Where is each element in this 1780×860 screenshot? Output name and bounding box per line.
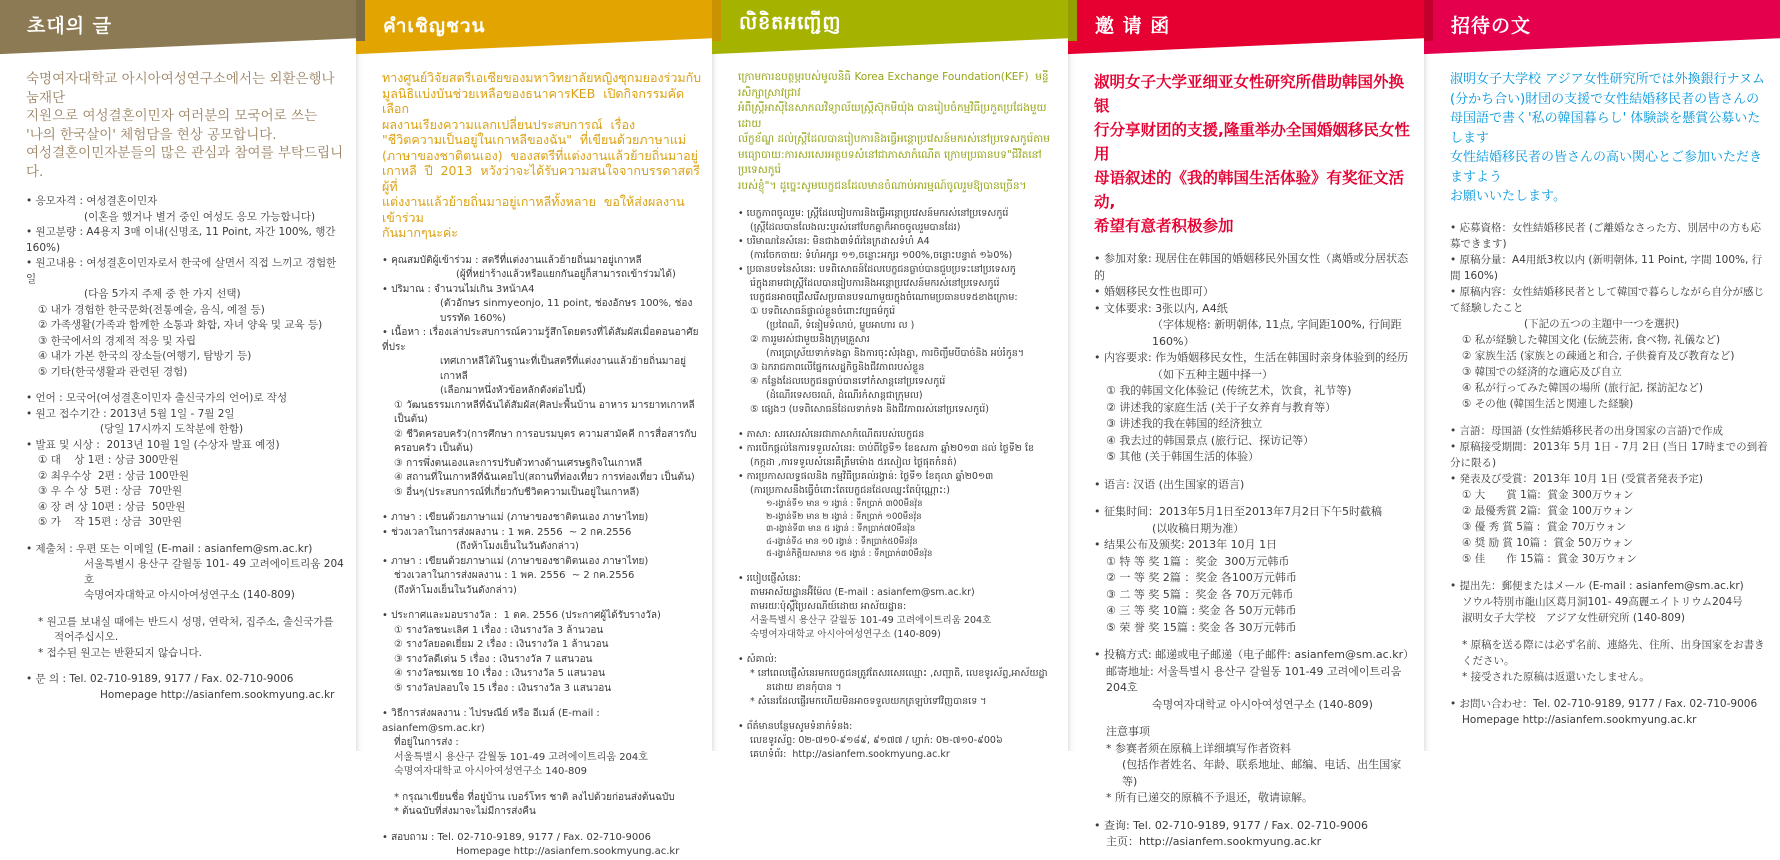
- text-line: • 原稿内容：女性結婚移民者として韓国で暮らしながら自分が感じて経験したこと: [1450, 285, 1765, 314]
- text-line: ⑤ ផ្សេងៗ (បទពិសោធន៍ដែលទាក់ទង និងជីវភាពរស់នៅប្រទេសកូរ៉េ): [750, 404, 989, 415]
- panel-thai: [356, 0, 712, 857]
- text-line: • คุณสมบัติผู้เข้าร่วม : สตรีที่แต่งงานแล้วย้ายถิ่นมาอยู่เกาหลี: [382, 254, 642, 266]
- text-line: (ការប្រកាសនឹងធ្វើចំពោះតែបេក្ខជនដែលឈ្នះតែប៉ុណ្ណោះ:): [750, 485, 950, 496]
- intro-line: ทางศูนย์วิจัยสตรีเอเซียของมหาวิทยาลัยหญิงซุกมยองร่วมกับ: [382, 70, 702, 85]
- panel-title: 초대의 글: [27, 15, 113, 37]
- text-line: ① 私が経験した韓国文化 (伝統芸術, 食べ物, 礼儀など): [1462, 333, 1721, 346]
- panel-japanese: [1424, 0, 1780, 751]
- panel-title: 邀 请 函: [1095, 15, 1171, 37]
- text-line: ช่วงเวลาในการส่งผลงาน : 1 พค. 2556 ~ 2 กค.2556: [394, 570, 635, 581]
- text-line: • เนื้อหา : เรื่องเล่าประสบการณ์ความรู้สึกโดยตรงที่ได้สัมผัสเมื่อตอนอาศัยที่ประ: [382, 327, 699, 353]
- panel-intro: [26, 70, 346, 181]
- contact-line: លេខទូរស័ព្ទ: 0២-៧១0-៩១៨៩, ៩១៧៧ / ហ្វាក់: 0២-៧១0-៩00៦: [750, 734, 1003, 746]
- homepage-line: គេហទំព័រ: http://asianfem.sookmyung.ac.kr: [750, 748, 950, 760]
- text-line: • 응모자격 : 여성결혼이민자: [26, 195, 158, 207]
- intro-line: 母语叙述的《我的韩国生活体验》有奖征文活动,: [1094, 169, 1405, 211]
- text-line: ③ ឯករាជភាពលើផ្នែកសេដ្ឋកិច្ចនិងជីវភាពរបស់ខ្លួន: [750, 362, 925, 373]
- address-line: 숙명여자대학교 아시아여성연구소 (140-809): [1152, 697, 1373, 711]
- address-line: 숙명여자대학교 아시아여성연구소 (140-809): [750, 628, 941, 640]
- text-line: • ภาษา : เขียนด้วยภาษาแม่ (ภาษาของชาติตนเอง ภาษาไทย): [382, 555, 649, 567]
- text-line: • ช่วงเวลาในการส่งผลงาน : 1 พค. 2556 ~ 2 กค.2556: [382, 526, 632, 538]
- panel-intro: [738, 70, 1058, 194]
- address-line: ソウル特別市龍山区葛月洞101- 49高麗エイトリウム204号: [1462, 595, 1743, 608]
- text-line: (เลือกมาหนึ่งหัวข้อหลักดังต่อไปนี้): [440, 385, 586, 396]
- text-line: ② 讲述我的家庭生活 (关于子女养育与教育等）: [1106, 400, 1337, 414]
- panel-intro: [1094, 70, 1414, 238]
- panel-body: [1094, 251, 1414, 851]
- text-line: ② ชีวิตครอบครัว(การศึกษา การอบรมบุตร ความสามัคคี การสื่อสารกับครอบครัว เป็นต้น): [394, 428, 697, 454]
- text-line: * 原稿を送る際には必ず名前、連絡先、住所、出身国家をお書きください。: [1462, 638, 1765, 667]
- text-line: ⑤ 荣 誉 奖 15篇 : 奖金 各 30万元韩币: [1106, 620, 1297, 634]
- text-line: ③ รางวัลดีเด่น 5 เรื่อง : เงินรางวัล 7 แสนวอน: [394, 653, 593, 665]
- panel-title: លិខិតអញ្ជើញ: [739, 12, 842, 34]
- text-line: • 言語：母国語 (女性結婚移民者の出身国家の言語)で作成: [1450, 424, 1724, 437]
- panel-chinese: [1068, 0, 1424, 848]
- text-line: ⑤ อื่นๆ(ประสบการณ์ที่เกี่ยวกับชีวิตความเป็นอยู่ในเกาหลี): [394, 486, 640, 498]
- text-line: (ผู้ที่หย่าร้างแล้วหรือแยกกันอยู่ก็สามารถเข้าร่วมได้): [456, 269, 676, 280]
- text-line: ④ 奨 励 賞 10篇 : 賞金 50万ウォン: [1462, 536, 1633, 549]
- text-line: ② 最優秀賞 2篇: 賞金 100万ウォン: [1462, 504, 1634, 517]
- text-line: ③ 優 秀 賞 5篇 : 賞金 70万ウォン: [1462, 520, 1627, 533]
- contact-line: • สอบถาม : Tel. 02-710-9189, 9177 / Fax. 02-710-9006: [382, 831, 651, 843]
- text-line: • 婚姻移民女性也即可）: [1094, 285, 1214, 298]
- text-line: ⑤ その他 (韓国生活と関連した経験): [1462, 397, 1634, 410]
- fold-bleed: [1068, 0, 1077, 41]
- text-line: ២-រង្វាន់ទី២ មាន ២ រង្វាន់ : ទឹកប្រាក់ ១00មឺនវ៉ុន: [766, 511, 922, 522]
- text-line: 적어주십시오.: [54, 631, 119, 643]
- text-line: ② รางวัลยอดเยี่ยม 2 เรื่อง : เงินรางวัล 1 ล้านวอน: [394, 639, 609, 650]
- text-line: ② 가족생활(가족과 함께한 소통과 화합, 자녀 양육 및 교육 등): [38, 319, 323, 331]
- contact-line: • 查询: Tel. 02-710-9189, 9177 / Fax. 02-710-9006: [1094, 818, 1368, 832]
- text-line: (កក្កដា ,ការទទួលសំនេរគឺត្រឹមម៉ោង ៥រសៀល ថ្ងៃផុតកំនត់): [750, 457, 957, 468]
- panel-body: [1450, 220, 1770, 728]
- text-line: * សំនេរដែលផ្ញើរមកហើយមិនអាចទទួលយកត្រឡប់ទៅវិញបានទេ ។: [750, 695, 987, 707]
- text-line: (당일 17시까지 도착분에 한함): [100, 423, 244, 435]
- intro-line: 지원으로 여성결혼이민자 여러분의 모국어로 쓰는: [26, 108, 318, 124]
- intro-line: របស់ខ្ញុំ"។ ដូច្នេះសូមបេក្ខជនដែលមានចំណាប់អារម្មណ៍ចូលរួមឱ្យបានច្រើន។: [738, 179, 1027, 192]
- text-line: * 参赛者须在原稿上详细填写作者资料: [1106, 741, 1291, 755]
- text-line: ④ 三 等 奖 10篇 : 奖金 各 50万元韩币: [1106, 604, 1297, 617]
- text-line: ④ 我去过的韩国景点 (旅行记、探访记等）: [1106, 433, 1315, 447]
- fold-bleed: [356, 0, 365, 41]
- intro-line: 母国語で書く'私の韓国暮らし' 体験談を懸賞公募いたします: [1450, 111, 1761, 146]
- panel-intro: [1450, 70, 1770, 207]
- text-line: ៥-រង្វាន់កិត្តិយសមាន ១៥ រង្វាន់ : ទឹកប្រាក់៣0មឺនវ៉ុន: [766, 549, 933, 559]
- text-line: ① បទពិសោធន៍ផ្ទាល់ខ្លួនចំពោះវប្បធម៌កូរ៉េ: [750, 306, 896, 317]
- text-line: • 原稿分量：A4用紙3枚以内 (新明朝体, 11 Point, 字間 100%, 行間 160%): [1450, 253, 1763, 282]
- email-line: តាមអាស័យដ្ឋានអ៊ីម៉ែល (E-mail : asianfem@sm.ac.kr): [750, 586, 975, 598]
- text-line: (包括作者姓名、年龄、联系地址、邮编、电话、出生国家等): [1122, 758, 1402, 788]
- email-line: • วิธีการส่งผลงาน : ไปรษณีย์ หรือ อีเมล์ (E-mail : asianfem@sm.ac.kr): [382, 708, 603, 734]
- text-line: • ปริมาณ : จำนวนไม่เกิน 3หน้าA4: [382, 283, 535, 295]
- text-line: • ประกาศและมอบรางวัล : 1 ตค. 2556 (ประกาศผู้ได้รับรางวัล): [382, 610, 661, 621]
- email-line: • 投稿方式: 邮递或电子邮递（电子邮件: asianfem@sm.ac.kr）: [1094, 648, 1415, 661]
- email-line: • 提出先：郵便またはメール (E-mail : asianfem@sm.ac.kr): [1450, 579, 1744, 592]
- text-line: រ៉េក្នុងនាមជាស្ត្រីដែលបានរៀបការនិងអន្តោប្រវេសន៍មករស់នៅប្រទេសកូរ៉េ: [750, 278, 1000, 289]
- text-line: • ព័ត៌មានបន្ថែមសូមទំនាក់ទំនង:: [738, 720, 853, 732]
- intro-line: '나의 한국살이' 체험담을 현상 공모합니다.: [26, 126, 277, 143]
- text-line: * 接受された原稿は返還いたしません。: [1462, 670, 1650, 683]
- intro-line: 淑明女子大学亚细亚女性研究所借助韩国外换银: [1094, 73, 1405, 115]
- address-line: 숙명여자대학교 아시아여성연구소 (140-809): [84, 589, 295, 601]
- intro-line: 숙명여자대학교 아시아여성연구소에서는 외환은행나눔재단: [26, 71, 335, 106]
- intro-line: กันมากๆนะค่ะ: [382, 225, 458, 240]
- address-line: 淑明女子大学校 アジア女性研究所 (140-809): [1462, 611, 1685, 624]
- intro-line: 여성결혼이민자분들의 많은 관심과 참여를 부탁드립니다.: [26, 145, 344, 180]
- text-line: • 内容要求: 作为婚姻移民女性，生活在韩国时亲身体验到的经历: [1094, 351, 1409, 364]
- text-line: ④ 私が行ってみた韓国の場所 (旅行記, 探訪記など): [1462, 381, 1703, 394]
- text-line: (以收稿日期为准）: [1152, 521, 1245, 535]
- text-line: ④ 내가 가본 한국의 장소들(여행기, 탐방기 등): [38, 350, 252, 362]
- text-line: 注意事项: [1106, 725, 1150, 738]
- text-line: • បេក្ខភាពចូលរួម: ស្ត្រីដែលរៀបការនិងធ្វើអន្តោប្រវេសន៍មករស់នៅប្រទេសកូរ៉េ: [738, 208, 1009, 219]
- homepage-line: 主页：http://asianfem.sookmyung.ac.kr: [1106, 835, 1322, 848]
- panel-korean: [0, 0, 356, 751]
- text-line: * 접수된 원고는 반환되지 않습니다.: [38, 646, 202, 659]
- text-line: • 発表及び受賞：2013年 10月 1日 (受賞者発表予定): [1450, 472, 1703, 485]
- text-line: ⑤ 가 작 15편 : 상금 30만원: [38, 516, 183, 528]
- text-line: • 応募資格：女性結婚移民者 (ご離婚なさった方、別居中の方も応募できます): [1450, 221, 1761, 250]
- panel-body: [738, 207, 1058, 762]
- text-line: • សំគាល់:: [738, 653, 777, 665]
- homepage-line: Homepage http://asianfem.sookmyung.ac.kr: [100, 688, 335, 701]
- text-line: • ភាសា: សរសេរសំនេរជាភាសាកំណើតរបស់បេក្ខជន: [738, 429, 925, 440]
- panel-khmer: [712, 0, 1068, 760]
- intro-line: 行分享财团的支援,隆重举办全国婚姻移民女性用: [1094, 121, 1410, 163]
- text-line: (이혼을 했거나 별거 중인 여성도 응모 가능합니다): [84, 210, 316, 223]
- address-line: 서울특별시 용산구 갈월동 101-49 고려에이트리움 204호: [394, 751, 648, 763]
- intro-line: 希望有意者积极参加: [1094, 217, 1234, 235]
- contact-line: • 문 의 : Tel. 02-710-9189, 9177 / Fax. 02-710-9006: [26, 673, 294, 685]
- text-line: ① 我的韩国文化体验记 (传统艺术，饮食，礼节等): [1106, 384, 1352, 397]
- text-line: • 原稿接受期間：2013年 5月 1日 - 7月 2日 (当日 17時までの到着分に限る): [1450, 440, 1768, 469]
- text-line: ② 一 等 奖 2篇 ：奖金 各100万元韩币: [1106, 571, 1297, 584]
- text-line: (ถึงห้าโมงเย็นในวันดังกล่าว): [394, 584, 517, 596]
- text-line: ③ การพึ่งตนเองและการปรับตัวทางด้านเศรษฐกิจในเกาหลี: [394, 457, 643, 469]
- text-line: เทศเกาหลีใต้ในฐานะที่เป็นสตรีที่แต่งงานแล้วย้ายถิ่นมาอยู่เกาหลี: [440, 356, 686, 382]
- text-line: ① 特 等 奖 1篇 ：奖金 300万元韩币: [1106, 554, 1290, 568]
- text-line: ④ สถานที่ในเกาหลีที่ฉันเคยไป(สถานที่ท่องเที่ยว การท่องเที่ยว เป็นต้น): [394, 472, 695, 483]
- contact-line: • お問い合わせ：Tel. 02-710-9189, 9177 / Fax. 02-710-9006: [1450, 697, 1758, 710]
- text-line: （如下五种主题中择一）: [1152, 367, 1273, 381]
- intro-line: ผลงานเรียงความแลกเปลี่ยนประสบการณ์ เรื่อง: [382, 116, 636, 132]
- address-line: 邮寄地址: 서울특별시 용산구 갈월동 101-49 고려에이트리움 204호: [1106, 664, 1405, 694]
- intro-line: お願いいたします。: [1450, 189, 1566, 204]
- text-line: ④ 장 려 상 10편 : 상금 50만원: [38, 500, 186, 513]
- text-line: ④ កន្លែងដែលបេក្ខជនធ្លាប់បានទៅកំសាន្តនៅប្រទេសកូរ៉េ: [750, 376, 946, 387]
- text-line: (ការចែកចាយ: ទំហំអក្សរ ១១,ចន្លោះអក្សរ ១00%,ចន្លោះបន្ទាត់ ១៦0%): [750, 250, 1013, 261]
- text-line: • ប្រធានបទនៃសំនេរ: បទពិសោធន៍ដែលបេក្ខជនធ្លាប់បានជួបប្រទះនៅប្រទេសកូ: [738, 264, 1016, 275]
- text-line: (ប្រពៃណី, ទំនៀមទំលាប់, ម្ហូបអាហារ ល ): [766, 320, 915, 331]
- intro-line: អំពីស្ត្រីអាស៊ីនៃសាកលវិទ្យាល័យស្ត្រីស៊ុកមីយ៉ុង បានរៀបចំកម្មវិធីប្រកួតប្រជែងមួយដោយ: [738, 102, 1047, 130]
- intro-line: แต่งงานแล้วย้ายถิ่นมาอยู่เกาหลีทั้งหลาย ขอให้ส่งผลงานเข้าร่วม: [382, 194, 685, 225]
- text-line: ⑤ 기타(한국생활과 관련된 경험): [38, 365, 188, 378]
- address-line: 서울특별시 용산구 갈월동 101-49 고려에이트리움 204호: [750, 614, 992, 626]
- text-line: ៤-រង្វាន់ទី៤ មាន ១0 រង្វាន់ : ទឹកប្រាក់៥0មឺនវ៉ុន: [766, 536, 918, 547]
- text-line: • 语言: 汉语 (出生国家的语言): [1094, 477, 1245, 491]
- text-line: • បរិមាណនៃសំនេរ: មិនជាង៣ទំព័រនៃក្រដាសទំហំ A4: [738, 236, 930, 247]
- text-line: • ការបើកផ្តល់នៃការទទួលសំនេរ: ចាប់ពីថ្ងៃទី១ ខែឧសភា ឆ្នាំ២0១៣ ដល់ ថ្ងៃទី២ ខែ: [738, 443, 1034, 454]
- text-line: • 文体要求: 3张以内, A4纸: [1094, 301, 1228, 315]
- text-line: (ស្ត្រីដែលបានលែងលះឬរស់នៅបែកគ្នាក៏អាចចូលរួមបានដែរ): [750, 222, 961, 233]
- text-line: • 발표 및 시상 : 2013년 10월 1일 (수상자 발표 예정): [26, 438, 280, 451]
- text-line: ៣-រង្វាន់ទី៣ មាន ៥ រង្វាន់ : ទឹកប្រាក់៧0មឺនវ៉ុន: [766, 524, 916, 534]
- text-line: * กรุณาเขียนชื่อ ที่อยู่บ้าน เบอร์โทร ชาติ ลงไปด้วยก่อนส่งต้นฉบับ: [394, 791, 675, 803]
- text-line: ① รางวัลชนะเลิศ 1 เรื่อง : เงินรางวัล 3 ล้านวอน: [394, 624, 604, 636]
- text-line: • 언어 : 모국어(여성결혼이민자 출신국가의 언어)로 작성: [26, 392, 288, 404]
- text-line: ① 대 상 1편 : 상금 300만원: [38, 454, 179, 466]
- text-line: ⑤ 其他 (关于韩国生活的体验）: [1106, 450, 1260, 463]
- text-line: ② ការរួមរស់ជាមួយនិងក្រុមគ្រួសារ: [750, 334, 870, 345]
- homepage-line: Homepage http://asianfem.sookmyung.ac.kr: [1462, 713, 1697, 726]
- intro-line: 淑明女子大学校 アジア女性研究所では外換銀行ナヌム: [1450, 72, 1765, 87]
- intro-line: ក្រោមការឧបត្ថម្ភរបស់មូលនិធិ Korea Exchange Foundation(KEF) មន្ទីរសិក្សាស្រាវជ្រាវ: [738, 71, 1049, 99]
- intro-line: มูลนิธิแบ่งบันช่วยเหลือของธนาคารKEB เปิดกิจกรรมคัดเลือก: [382, 85, 685, 116]
- panel-title: 招待の文: [1451, 15, 1532, 37]
- text-line: ② 최우수상 2편 : 상금 100만원: [38, 469, 189, 482]
- text-line: ③ 讲述我的我在韩国的经济独立: [1106, 417, 1263, 430]
- text-line: * ต้นฉบับที่ส่งมาจะไม่มีการส่งคืน: [394, 806, 536, 817]
- panel-title: คำเชิญชวน: [383, 15, 486, 37]
- text-line: (ตัวอักษร sinmyeonjo, 11 point, ช่องอักษร 100%, ช่องบรรทัด 160%): [440, 298, 693, 324]
- intro-line: មធ្យោបាយ:ការសរសេរអត្ថបទសំនៅជាភាសាកំណើត ក្រោមប្រធានបទ"ជីវិតនៅប្រទេសកូរ៉េ: [738, 148, 1042, 176]
- text-line: • 원고분량 : A4용지 3매 이내(신명조, 11 Point, 자간 100%, 행간 160%): [26, 226, 339, 254]
- text-line: • ការប្រកាសលទ្ធផលនិង កម្មវិធីប្រគល់រង្វាន់: ថ្ងៃទី១ ខែតុលា ឆ្នាំ២0១៣: [738, 471, 994, 482]
- text-line: ① 내가 경험한 한국문화(전통예술, 음식, 예절 등): [38, 303, 265, 316]
- text-line: (ដំណើរទេសចរណ៍, ដំណើរកំសាន្តជាក្រុមល): [766, 390, 923, 401]
- homepage-line: Homepage http://asianfem.sookmyung.ac.kr: [456, 846, 680, 857]
- text-line: • ภาษา : เขียนด้วยภาษาแม่ (ภาษาของชาติตนเอง ภาษาไทย): [382, 512, 649, 523]
- text-line: • 征集时间：2013年5月1日至2013年7月2日下午5时截稿: [1094, 505, 1382, 518]
- text-line: (다음 5가지 주제 중 한 가지 선택): [84, 288, 241, 300]
- text-line: ③ 우 수 상 5편 : 상금 70만원: [38, 485, 183, 497]
- text-line: • 원고 접수기간 : 2013년 5월 1일 - 7월 2일: [26, 407, 235, 420]
- fold-bleed: [1424, 0, 1433, 41]
- text-line: （字体规格: 新明朝体, 11点, 字间距100%, 行间距160%）: [1152, 318, 1402, 348]
- text-line: ⑤ รางวัลปลอบใจ 15 เรื่อง : เงินรางวัล 3 แสนวอน: [394, 682, 612, 694]
- text-line: ③ 二 等 奖 5篇 ：奖金 各 70万元韩币: [1106, 587, 1294, 601]
- intro-line: (分かち合い)財団の支援で女性結婚移民者の皆さんの: [1450, 91, 1760, 107]
- text-line: * នៅពេលផ្ញើសំនេរមកបេក្ខជនត្រូវតែសរសេរឈ្មោះ ,សញ្ជាតិ, លេខទូរស័ព្ទ,អាស័យដ្ឋា: [750, 667, 1048, 679]
- text-line: • របៀបផ្ញើសំនេរ:: [738, 572, 801, 584]
- address-line: 숙명여자대학교 아시아여성연구소 140-809: [394, 766, 588, 777]
- text-line: ① 大 賞 1篇: 賞金 300万ウォン: [1462, 488, 1634, 501]
- text-line: (ถึงห้าโมงเย็นในวันดังกล่าว): [456, 541, 579, 552]
- text-line: ③ 한국에서의 경제적 적응 및 자립: [38, 334, 196, 347]
- text-line: • 结果公布及颁奖: 2013年 10月 1日: [1094, 538, 1278, 551]
- panel-intro: [382, 70, 702, 241]
- text-line: ⑤ 佳 作 15篇 : 賞金 30万ウォン: [1462, 552, 1637, 565]
- intro-line: "ชีวิตความเป็นอยู่ในเกาหลีของฉัน" ที่เขียนด้วยภาษาแม่: [382, 132, 687, 147]
- email-line: • 제출처 : 우편 또는 이메일 (E-mail : asianfem@sm.ac.kr): [26, 542, 313, 555]
- text-line: បេក្ខជនអាចជ្រើសរើសប្រធានបទណាមួយក្នុងចំណោមប្រធានបទ៥ខាងក្រោម:: [750, 292, 1018, 303]
- intro-line: (ภาษาของชาติตนเอง) ของสตรีที่แต่งงานแล้วย้ายถิ่นมาอยู่: [382, 147, 698, 163]
- text-line: ① วัฒนธรรมเกาหลีที่ฉันได้สัมผัส(ศิลปะพื้นบ้าน อาหาร มารยาทเกาหลี เป็นต้น): [394, 399, 698, 425]
- panel-body: [382, 254, 702, 860]
- text-line: ② 家族生活 (家族との疎通と和合, 子供養育及び教育など): [1462, 349, 1735, 362]
- text-line: * 원고를 보내실 때에는 반드시 성명, 연락처, 집주소, 출신국가를: [38, 615, 334, 628]
- panel-body: [26, 194, 346, 703]
- intro-line: 女性結婚移民者の皆さんの高い関心とご参加いただきますよう: [1450, 150, 1763, 185]
- intro-line: เกาหลี ปี 2013 หวังว่าจะได้รับความสนใจจากบรรดาสตรีผู้ที่: [382, 163, 700, 194]
- text-line: • 원고내용 : 여성결혼이민자로서 한국에 살면서 직접 느끼고 경험한 일: [26, 257, 340, 285]
- text-line: * 所有已递交的原稿不予退还，敬请谅解。: [1106, 791, 1313, 804]
- fold-bleed: [712, 0, 721, 41]
- text-line: ១-រង្វាន់ទី១ មាន ១ រង្វាន់ : ទឹកប្រាក់ ៣00មឺនវ៉ុន: [766, 499, 923, 509]
- text-line: ③ 韓国での経済的な適応及び自立: [1462, 365, 1622, 378]
- text-line: (下記の五つの主題中一つを選択): [1524, 317, 1680, 330]
- text-line: (ការប្រាស្រ័យទាក់ទងគ្នា និងការចុះសំរុងគ្នា, ការចិញ្ចឹមបីបាច់និង អប់រំកូន។: [766, 348, 1025, 359]
- text-line: ที่อยู่ในการส่ง :: [394, 737, 459, 748]
- address-line: 서울특별시 용산구 갈월동 101- 49 고려에이트리움 204호: [84, 558, 344, 586]
- intro-line: ល័ក្ខខ័ណ្ឌ ដល់ស្ត្រីដែលបានរៀបការនិងធ្វើអន្តោប្រវេសន៍មករស់នៅប្រទេសកូរ៉េតាម: [738, 133, 1050, 145]
- text-line: • 参加对象: 现居住在韩国的婚姻移民外国女性（离婚或分居状态的: [1094, 252, 1409, 282]
- text-line: តាមរយៈប៉ុស្តិ៍ប្រៃសណីយ៍ដោយ អាស័យដ្ឋាន:: [750, 600, 907, 612]
- text-line: ④ รางวัลชมเชย 10 เรื่อง : เงินรางวัล 5 แสนวอน: [394, 668, 605, 679]
- text-line: នដោយ ខានកុំបាន ។: [766, 681, 842, 693]
